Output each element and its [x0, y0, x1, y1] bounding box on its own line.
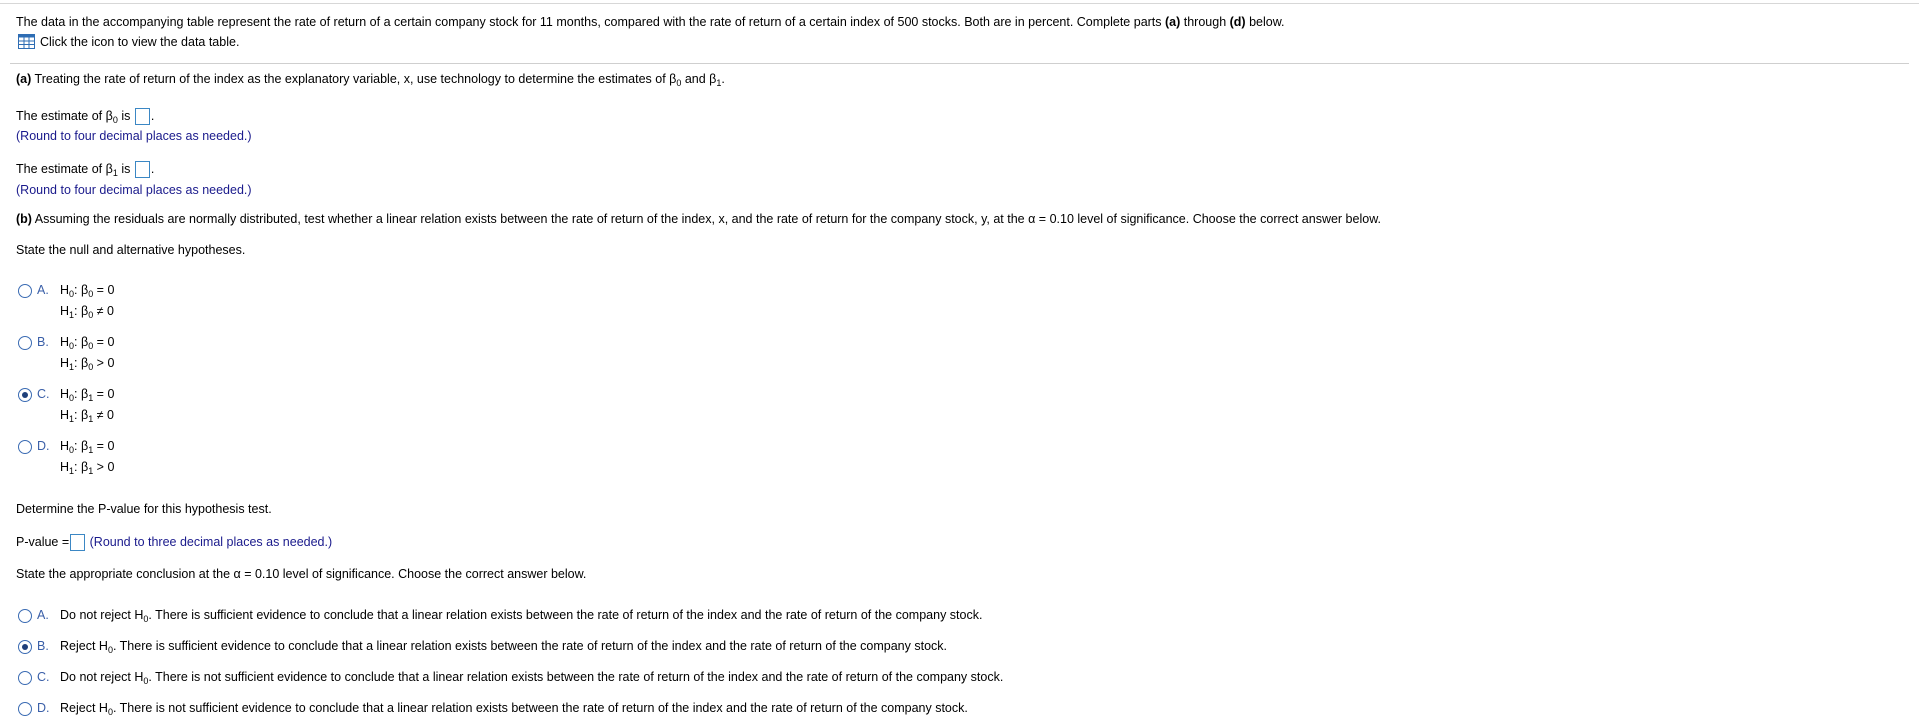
pvalue-hint: (Round to three decimal places as needed.) [89, 535, 333, 549]
hypothesis-d-h0: $H_0$: $\beta_1 = 0$ [60, 439, 115, 455]
beta1-is: is [117, 162, 131, 176]
hypothesis-d-radio[interactable] [18, 440, 32, 454]
section-divider [10, 63, 1909, 64]
hypothesis-d-h1: $H_1$: $\beta_1 > 0$ [60, 460, 115, 476]
intro-through: through [1180, 15, 1230, 29]
part-b-question [16, 212, 1381, 227]
conclusion-c-letter[interactable]: C. [37, 670, 50, 684]
beta0-prefix: The estimate of β [16, 109, 113, 123]
conclusion-a-radio[interactable] [18, 609, 32, 623]
data-table-link[interactable] [18, 34, 239, 50]
part-b-label: (b) [16, 212, 32, 226]
part-a-text: Treating the rate of return of the index as the explanatory variable, x, use technology to determine the estimates of β [31, 72, 677, 86]
conclusion-b-letter[interactable]: B. [37, 639, 49, 653]
beta1-prefix: The estimate of β [16, 162, 113, 176]
intro-part-d: (d) [1229, 15, 1246, 29]
pvalue-answer-input[interactable] [70, 534, 85, 551]
conclusion-d-radio[interactable] [18, 702, 32, 716]
data-table-link-text[interactable]: Click the icon to view the data table. [40, 35, 240, 49]
hypothesis-a-h1: $H_1$: $\beta_0 \ne 0$ [60, 304, 114, 320]
beta1-row: The estimate of $\beta_1$ is . [16, 162, 155, 178]
conclusion-d-letter[interactable]: D. [37, 701, 50, 715]
intro-below: below. [1245, 15, 1285, 29]
state-hypotheses-text: State the null and alternative hypotheses. [16, 243, 246, 257]
conclusion-a-letter[interactable]: A. [37, 608, 49, 622]
hypothesis-a-h0: $H_0$: $\beta_0 = 0$ [60, 283, 115, 299]
hypothesis-c-h1: $H_1$: $\beta_1 \ne 0$ [60, 408, 114, 424]
conclusion-b-radio[interactable] [18, 640, 32, 654]
conclusion-d-text: Reject $H_0$. There is not sufficient evidence to conclude that a linear relation exists between the rate of return of the index and the rate of return of the company stock. [60, 701, 968, 717]
hypothesis-b-h0: $H_0$: $\beta_0 = 0$ [60, 335, 115, 351]
part-a-sub0: 0 [676, 78, 682, 88]
beta0-answer-input[interactable] [135, 108, 150, 125]
hypothesis-c-h0: $H_0$: $\beta_1 = 0$ [60, 387, 115, 403]
part-a-and: and β [681, 72, 717, 86]
beta0-is: is [117, 109, 131, 123]
hypothesis-c-letter[interactable]: C. [37, 387, 50, 401]
top-border [0, 3, 1919, 4]
part-a-question [16, 72, 725, 91]
beta0-sub: 0 [112, 115, 118, 125]
pvalue-label: P-value = [16, 535, 70, 549]
beta0-row: The estimate of $\beta_0$ is . [16, 109, 155, 125]
hypothesis-a-radio[interactable] [18, 284, 32, 298]
part-a-sub1: 1 [716, 78, 722, 88]
conclusion-c-radio[interactable] [18, 671, 32, 685]
conclusion-b-text: Reject $H_0$. There is sufficient evidence to conclude that a linear relation exists between the rate of return of the index and the rate of return of the company stock. [60, 639, 948, 655]
intro-part-a: (a) [1165, 15, 1181, 29]
beta0-hint: (Round to four decimal places as needed.) [16, 129, 252, 143]
hypothesis-d-letter[interactable]: D. [37, 439, 50, 453]
beta1-sub: 1 [112, 168, 118, 178]
hypothesis-a-letter[interactable]: A. [37, 283, 49, 297]
hypothesis-b-radio[interactable] [18, 336, 32, 350]
part-b-text: Assuming the residuals are normally distributed, test whether a linear relation exists between the rate of return of the index, x, and the rate of return for the company stock, y, at the α = 0.10 level of significance. Choose the correct answer below. [31, 212, 1381, 226]
part-a-end: . [721, 72, 725, 86]
pvalue-row [16, 534, 332, 551]
conclusion-prompt: State the appropriate conclusion at the α = 0.10 level of significance. Choose the correct answer below. [16, 567, 587, 581]
pvalue-prompt: Determine the P-value for this hypothesis test. [16, 502, 272, 516]
data-table-icon[interactable] [18, 34, 35, 49]
hypothesis-b-letter[interactable]: B. [37, 335, 49, 349]
beta1-answer-input[interactable] [135, 161, 150, 178]
part-a-label: (a) [16, 72, 32, 86]
intro-text [16, 15, 1285, 30]
hypothesis-c-radio[interactable] [18, 388, 32, 402]
conclusion-a-text: Do not reject $H_0$. There is sufficient evidence to conclude that a linear relation exists between the rate of return of the index and the rate of return of the company stock. [60, 608, 983, 624]
beta1-hint: (Round to four decimal places as needed.) [16, 183, 252, 197]
conclusion-c-text: Do not reject $H_0$. There is not sufficient evidence to conclude that a linear relation exists between the rate of return of the index and the rate of return of the company stock. [60, 670, 1004, 686]
intro-main: The data in the accompanying table represent the rate of return of a certain company stock for 11 months, compared with the rate of return of a certain index of 500 stocks. Both are in percent. Complete parts [16, 15, 1165, 29]
hypothesis-b-h1: $H_1$: $\beta_0 > 0$ [60, 356, 115, 372]
